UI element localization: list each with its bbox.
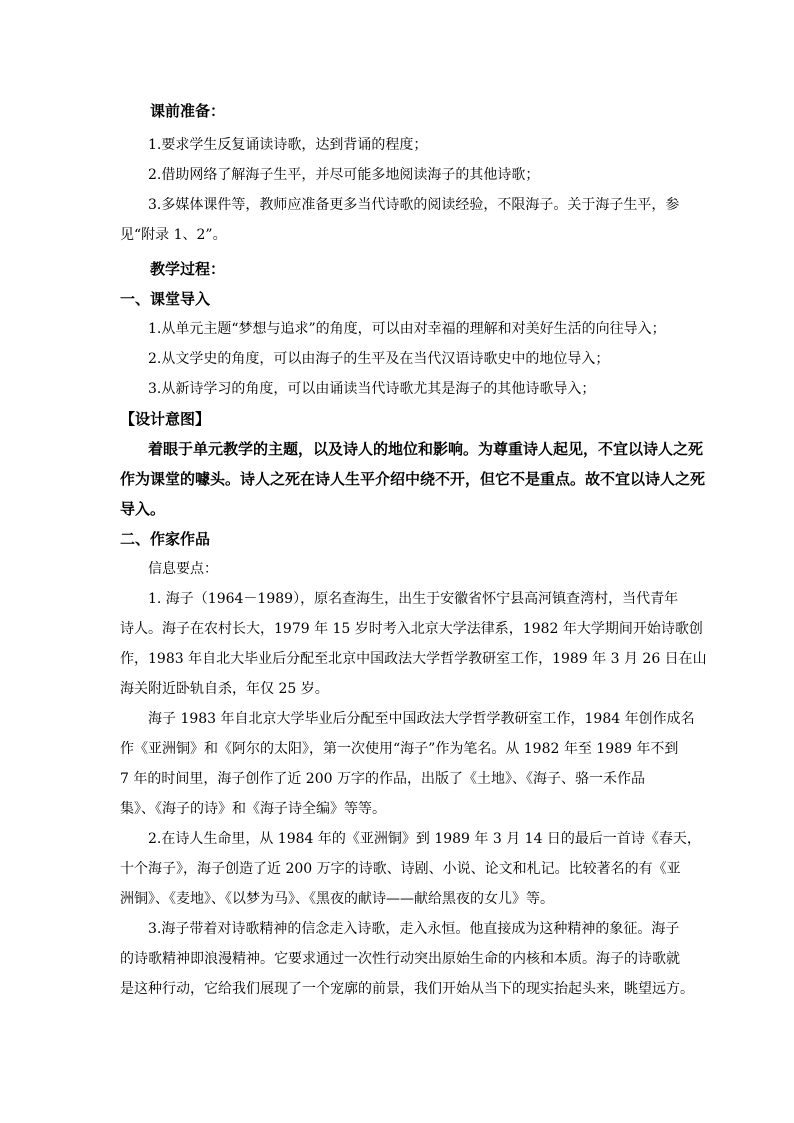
para2-line-4: 集》、《海子的诗》和《海子诗全编》等等。 [120,801,386,817]
prep-item-3: 3.多媒体课件等，教师应准备更多当代诗歌的阅读经验，不限海子。关于海子生平，参 [148,197,680,213]
prep-item-1: 1.要求学生反复诵读诗歌，达到背诵的程度； [148,137,428,153]
process-heading: 教学过程： [150,260,226,278]
para4-line-1: 3.海子带着对诗歌精神的信念走入诗歌，走入永恒。他直接成为这种精神的象征。海子 [148,921,680,937]
para2-line-2: 作《亚洲铜》和《阿尔的太阳》，第一次使用“海子”作为笔名。从 1982 年至 1989 年不到 [120,741,679,757]
design-line-3: 导入。 [120,500,166,518]
para3-line-1: 2.在诗人生命里，从 1984 年的《亚洲铜》到 1989 年 3 月 14 日的最后一首诗《春天， [148,831,701,847]
design-line-1: 着眼于单元教学的主题，以及诗人的地位和影响。为尊重诗人起见，不宜以诗人之死 [148,440,704,458]
section1-item-1: 1.从单元主题“梦想与追求”的角度，可以由对幸福的理解和对美好生活的向往导入； [148,321,666,337]
design-line-2: 作为课堂的噱头。诗人之死在诗人生平介绍中绕不开，但它不是重点。故不宜以诗人之死 [120,470,706,488]
para4-line-2: 的诗歌精神即浪漫精神。它要求通过一次性行动突出原始生命的内核和本质。海子的诗歌就 [120,951,680,967]
para2-line-3: 7 年的时间里，海子创作了近 200 万字的作品，出版了《土地》、《海子、骆一禾作品 [120,771,645,787]
para1-line-3: 作，1983 年自北大毕业后分配至北京中国政法大学哲学教研室工作，1989 年 3 月 26 日在山 [120,651,707,667]
section1-item-2: 2.从文学史的角度，可以由海子的生平及在当代汉语诗歌史中的地位导入； [148,351,610,367]
section2-subheading: 信息要点： [148,561,218,577]
prep-item-2: 2.借助网络了解海子生平，并尽可能多地阅读海子的其他诗歌； [148,167,540,183]
document-body [120,96,707,1004]
para4-line-3: 是这种行动，它给我们展现了一个宠廓的前景，我们开始从当下的现实抬起头来，眺望远方。 [120,981,694,997]
para2-line-1: 海子 1983 年自北京大学毕业后分配至中国政法大学哲学教研室工作，1984 年创作成名 [148,711,695,727]
section1-heading: 一、课堂导入 [120,290,211,308]
prep-item-3-cont: 见“附录 1、2”。 [120,227,227,243]
para1-line-1: 1. 海子（1964－1989），原名查海生，出生于安徽省怀宁县高河镇查湾村，当代青年 [148,591,679,607]
design-heading: 【设计意图】 [120,410,211,428]
section1-item-3: 3.从新诗学习的角度，可以由诵读当代诗歌尤其是海子的其他诗歌导入； [148,381,596,397]
para1-line-4: 海关附近卧轨自杀，年仅 25 岁。 [120,681,329,697]
para3-line-3: 洲铜》、《麦地》、《以梦为马》、《黑夜的献诗——献给黑夜的女儿》等。 [120,891,554,907]
para1-line-2: 诗人。海子在农村长大，1979 年 15 岁时考入北京大学法律系，1982 年大学期间开始诗歌创 [120,621,703,637]
para3-line-2: 十个海子》，海子创造了近 200 万字的诗歌、诗剧、小说、论文和札记。比较著名的有《亚 [120,861,681,877]
prep-heading: 课前准备： [150,102,226,120]
section2-heading: 二、作家作品 [120,530,211,548]
